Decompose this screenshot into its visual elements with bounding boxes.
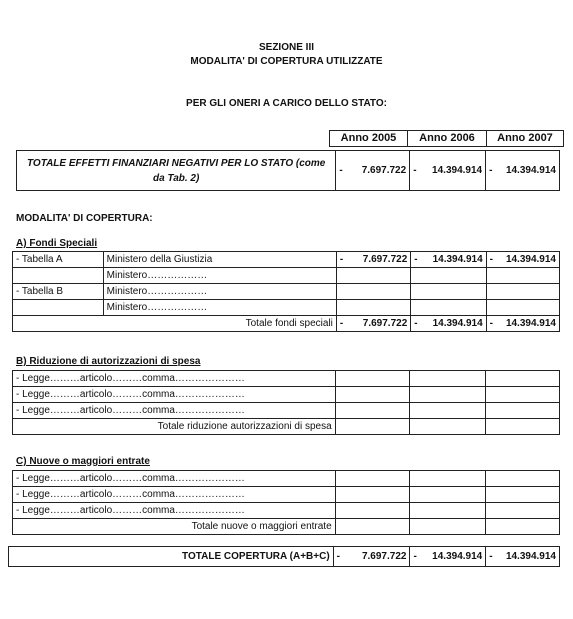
year-header-2007: Anno 2007	[487, 131, 564, 147]
riduzione-row-value	[410, 387, 486, 403]
nuove-title: C) Nuove o maggiori entrate	[16, 456, 150, 467]
table-row	[13, 471, 560, 487]
fondi-row-col1: - Tabella B	[13, 284, 104, 300]
years-header-table	[329, 130, 564, 147]
table-row	[13, 371, 560, 387]
fondi-row-value: - 14.394.914	[486, 252, 559, 268]
table-row	[13, 252, 560, 268]
riduzione-row-value	[486, 387, 560, 403]
table-row	[13, 268, 560, 284]
fondi-row-value	[486, 300, 559, 316]
nuove-row-value	[410, 487, 486, 503]
riduzione-row-label: - Legge………articolo………comma…………………	[13, 371, 336, 387]
nuove-table	[12, 470, 560, 535]
totale-effetti-2006: - 14.394.914	[410, 151, 486, 191]
table-row	[13, 403, 560, 419]
totale-effetti-2005: - 7.697.722	[336, 151, 410, 191]
nuove-total-value	[486, 519, 560, 535]
table-row	[13, 487, 560, 503]
totale-copertura-2006: - 14.394.914	[410, 547, 486, 567]
section-title: MODALITA' DI COPERTURA UTILIZZATE	[190, 56, 383, 67]
subtitle: PER GLI ONERI A CARICO DELLO STATO:	[186, 98, 387, 109]
nuove-row-value	[486, 471, 560, 487]
year-header-2005: Anno 2005	[330, 131, 408, 147]
fondi-row-col2: Ministero………………	[103, 284, 336, 300]
riduzione-total-label: Totale riduzione autorizzazioni di spesa	[13, 419, 336, 435]
totale-copertura-2005: - 7.697.722	[333, 547, 410, 567]
nuove-row-value	[486, 503, 560, 519]
fondi-title: A) Fondi Speciali	[16, 238, 98, 249]
nuove-total-label: Totale nuove o maggiori entrate	[13, 519, 336, 535]
table-row	[13, 284, 560, 300]
nuove-total-value	[410, 519, 486, 535]
totale-effetti-table	[16, 150, 560, 191]
table-row	[13, 519, 560, 535]
riduzione-total-value	[486, 419, 560, 435]
nuove-row-label: - Legge………articolo………comma…………………	[13, 487, 336, 503]
table-row	[13, 419, 560, 435]
fondi-row-value: - 14.394.914	[411, 252, 486, 268]
fondi-row-value	[336, 300, 410, 316]
table-row	[13, 300, 560, 316]
nuove-total-value	[335, 519, 410, 535]
fondi-total-value: - 14.394.914	[486, 316, 559, 332]
nuove-row-value	[335, 487, 410, 503]
fondi-row-value	[486, 284, 559, 300]
totale-copertura-label: TOTALE COPERTURA (A+B+C)	[9, 547, 334, 567]
riduzione-row-value	[335, 403, 410, 419]
fondi-row-col1	[13, 268, 104, 284]
riduzione-row-value	[410, 403, 486, 419]
totale-copertura-2007: - 14.394.914	[486, 547, 560, 567]
table-row	[13, 316, 560, 332]
fondi-row-col2: Ministero………………	[103, 268, 336, 284]
fondi-row-col1: - Tabella A	[13, 252, 104, 268]
nuove-row-value	[335, 471, 410, 487]
fondi-row-value	[336, 284, 410, 300]
riduzione-row-value	[486, 403, 560, 419]
riduzione-row-value	[486, 371, 560, 387]
totale-effetti-2007: - 14.394.914	[486, 151, 560, 191]
fondi-row-value	[486, 268, 559, 284]
riduzione-row-value	[410, 371, 486, 387]
table-row	[13, 387, 560, 403]
nuove-row-value	[410, 503, 486, 519]
fondi-row-value	[411, 268, 486, 284]
fondi-row-col2: Ministero della Giustizia	[103, 252, 336, 268]
fondi-row-col1	[13, 300, 104, 316]
totale-copertura-table	[8, 546, 560, 567]
section-number: SEZIONE III	[258, 42, 314, 53]
totale-effetti-label: TOTALE EFFETTI FINANZIARI NEGATIVI PER LO STATO (come da Tab. 2)	[17, 151, 336, 191]
nuove-row-label: - Legge………articolo………comma…………………	[13, 503, 336, 519]
riduzione-table	[12, 370, 560, 435]
riduzione-title: B) Riduzione di autorizzazioni di spesa	[16, 356, 201, 367]
nuove-row-value	[335, 503, 410, 519]
fondi-row-value	[336, 268, 410, 284]
riduzione-row-value	[335, 371, 410, 387]
nuove-row-value	[486, 487, 560, 503]
fondi-total-label: Totale fondi speciali	[13, 316, 337, 332]
riduzione-row-label: - Legge………articolo………comma…………………	[13, 387, 336, 403]
fondi-row-value: - 7.697.722	[336, 252, 410, 268]
fondi-total-value: - 14.394.914	[411, 316, 486, 332]
fondi-row-col2: Ministero………………	[103, 300, 336, 316]
nuove-row-value	[410, 471, 486, 487]
riduzione-total-value	[410, 419, 486, 435]
nuove-row-label: - Legge………articolo………comma…………………	[13, 471, 336, 487]
riduzione-row-label: - Legge………articolo………comma…………………	[13, 403, 336, 419]
table-row	[13, 503, 560, 519]
fondi-total-value: - 7.697.722	[336, 316, 410, 332]
fondi-row-value	[411, 284, 486, 300]
riduzione-total-value	[335, 419, 410, 435]
year-header-2006: Anno 2006	[408, 131, 487, 147]
modalita-label: MODALITA' DI COPERTURA:	[16, 213, 153, 224]
riduzione-row-value	[335, 387, 410, 403]
fondi-row-value	[411, 300, 486, 316]
fondi-table	[12, 251, 560, 332]
